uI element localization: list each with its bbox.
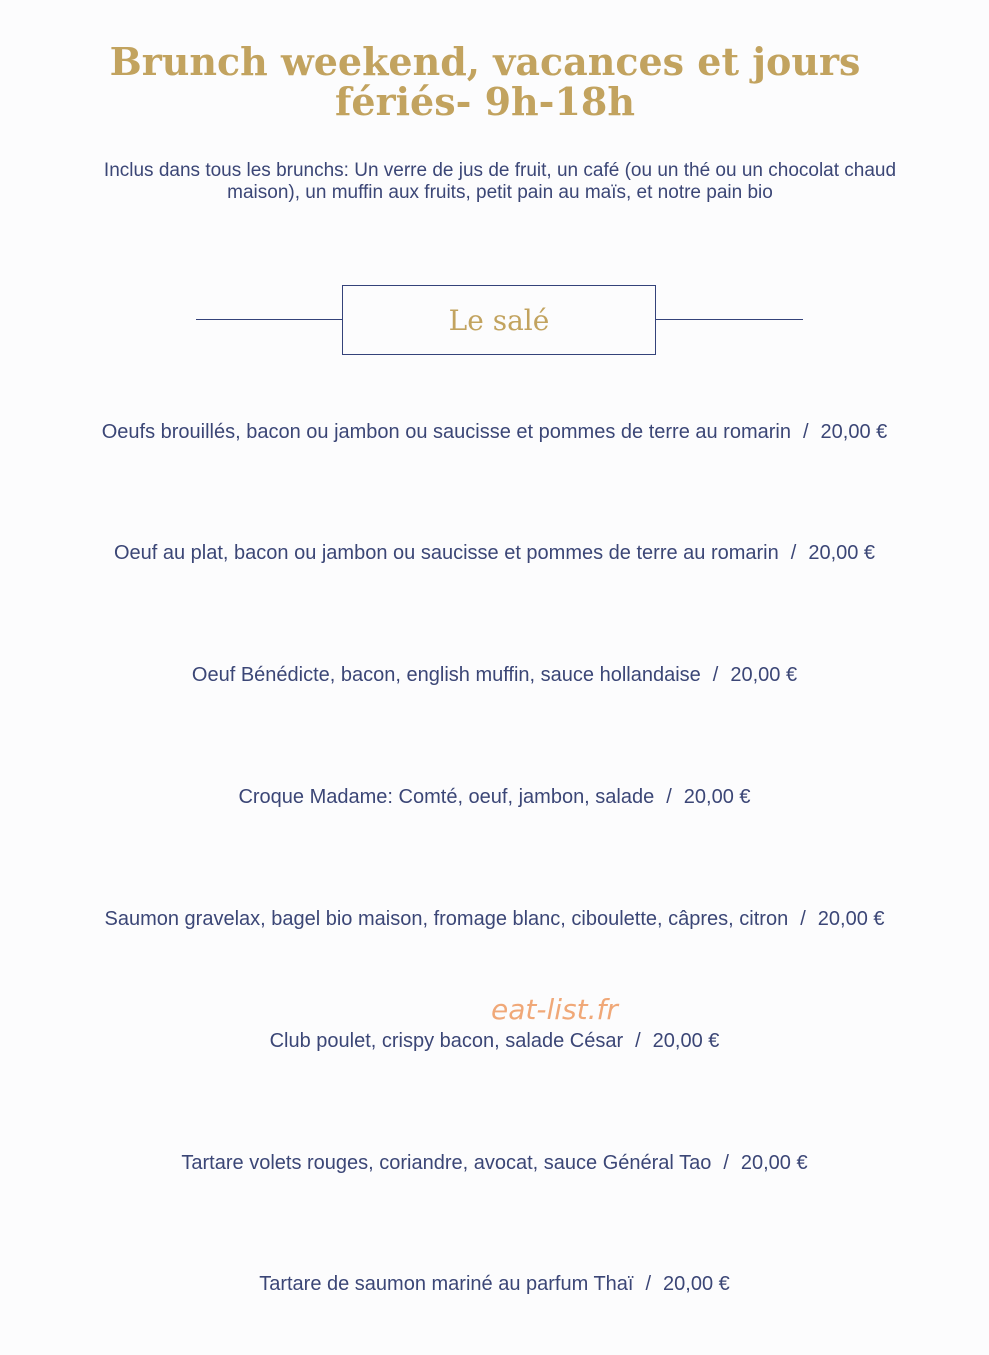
price-separator: /: [712, 664, 719, 686]
menu-item: [0, 785, 989, 809]
section-header-box: [342, 285, 656, 355]
menu-item: [0, 1272, 989, 1296]
price-separator: /: [802, 421, 809, 443]
menu-item-price: 20,00 €: [808, 542, 876, 564]
menu-item-price: 20,00 €: [740, 1152, 808, 1174]
menu-item-name: Oeufs brouillés, bacon ou jambon ou saucisse et pommes de terre au romarin: [101, 421, 791, 443]
menu-item-name: Club poulet, crispy bacon, salade César: [269, 1030, 624, 1052]
section-title: Le salé: [448, 303, 550, 337]
menu-item: [0, 907, 989, 931]
menu-item-price: 20,00 €: [683, 786, 751, 808]
menu-item-name: Tartare volets rouges, coriandre, avocat, sauce Général Tao: [181, 1152, 712, 1174]
menu-item: [0, 420, 989, 444]
menu-item: [0, 1151, 989, 1175]
menu-item-price: 20,00 €: [730, 664, 798, 686]
section-divider-right: [656, 319, 803, 320]
menu-item: [0, 663, 989, 687]
menu-item-name: Saumon gravelax, bagel bio maison, fromage blanc, ciboulette, câpres, citron: [104, 908, 789, 930]
menu-item-name: Oeuf Bénédicte, bacon, english muffin, sauce hollandaise: [191, 664, 701, 686]
price-separator: /: [666, 786, 672, 808]
menu-title-line1: Brunch weekend, vacances et jours: [109, 39, 861, 84]
menu-item-name: Tartare de saumon mariné au parfum Thaï: [259, 1273, 634, 1295]
menu-title: [0, 39, 970, 124]
price-separator: /: [645, 1273, 652, 1295]
price-separator: /: [800, 908, 806, 930]
price-separator: /: [790, 542, 797, 564]
menu-item-price: 20,00 €: [663, 1273, 730, 1295]
menu-title-line2: fériés- 9h-18h: [335, 79, 635, 124]
menu-item-price: 20,00 €: [652, 1030, 720, 1052]
section-divider-left: [196, 319, 342, 320]
menu-item-price: 20,00 €: [817, 908, 885, 930]
watermark: eat-list.fr: [491, 993, 618, 1026]
menu-item-name: Croque Madame: Comté, oeuf, jambon, salade: [238, 786, 655, 808]
price-separator: /: [635, 1030, 641, 1052]
menu-item: [0, 541, 989, 565]
menu-item-name: Oeuf au plat, bacon ou jambon ou saucisse et pommes de terre au romarin: [113, 542, 779, 564]
included-note: Inclus dans tous les brunchs: Un verre de jus de fruit, un café (ou un thé ou un chocolat chaud maison), un muffin aux fruits, petit pain au maïs, et notre pain bio: [103, 160, 897, 203]
price-separator: /: [723, 1152, 729, 1174]
menu-item-price: 20,00 €: [820, 421, 888, 443]
menu-item: [0, 1029, 989, 1053]
